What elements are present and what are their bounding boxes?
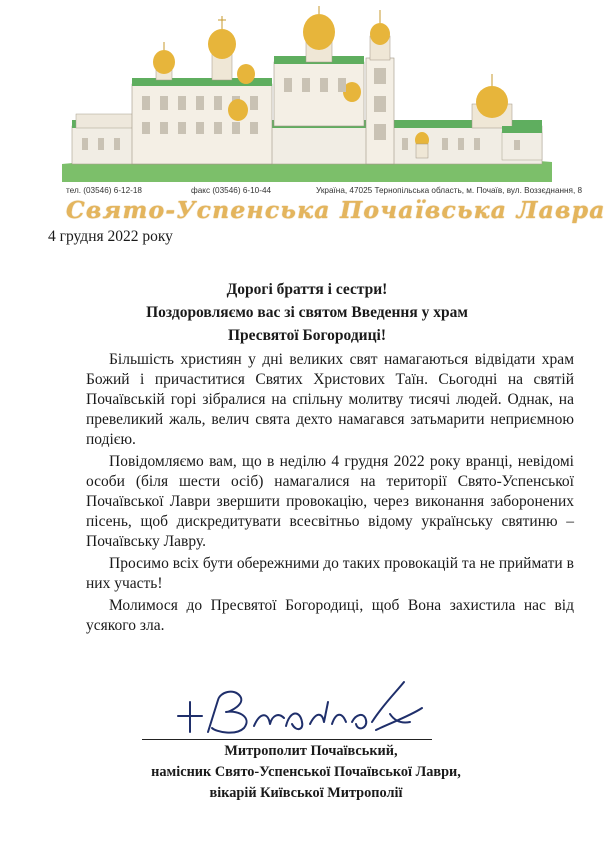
- lavra-skyline-illustration: [62, 6, 552, 182]
- signature-line: [142, 739, 432, 740]
- signatory-line: Митрополит Почаївський,: [224, 743, 398, 759]
- body-paragraph: Повідомляємо вам, що в неділю 4 грудня 2022 року вранці, невідомі особи (біля шести осіб) намагалися на території Свято-Успенської Почаївської Лаври звершити провокацію, через виконання заборонених пісень, щоб дискредитувати всесвітньо відому українську святиню – Почаївську Лавру.: [86, 453, 574, 550]
- body-paragraph: Більшість християн у дні великих свят намагаються відвідати храм Божий і причаститися Святих Христових Таїн. Сьогодні на святій Почаївській горі зібралися на спільну молитву тисячі людей. Однак, на превеликий жаль, велич свята дехто намагався затьмарити неприємною подією.: [86, 351, 574, 448]
- organization-title: Свято-Успенська Почаївська Лавра: [66, 196, 606, 224]
- letter-heading: [48, 278, 566, 347]
- fax-number: факс (03546) 6-10-44: [191, 186, 272, 195]
- letter-date: 4 грудня 2022 року: [48, 228, 173, 245]
- letterhead: [0, 0, 612, 235]
- letter-body: [86, 350, 574, 638]
- signatory-line: намісник Свято-Успенської Почаївської Лаври,: [151, 764, 461, 780]
- handwritten-signature: [160, 672, 480, 740]
- heading-line: Дорогі браття і сестри!: [226, 281, 388, 298]
- phone-number: тел. (03546) 6-12-18: [66, 186, 142, 195]
- body-paragraph: Молимося до Пресвятої Богородиці, щоб Вона захистила нас від усякого зла.: [86, 597, 574, 634]
- signatory-line: вікарій Київської Митрополії: [209, 785, 403, 801]
- signatory-block: [0, 741, 612, 804]
- postal-address: Україна, 47025 Тернопільська область, м. Почаїв, вул. Воззєднання, 8: [316, 186, 583, 195]
- heading-line: Поздоровляємо вас зі святом Введення у храм: [146, 304, 468, 321]
- body-paragraph: Просимо всіх бути обережними до таких провокацій та не приймати в них участь!: [86, 555, 574, 592]
- heading-line: Пресвятої Богородиці!: [227, 327, 386, 344]
